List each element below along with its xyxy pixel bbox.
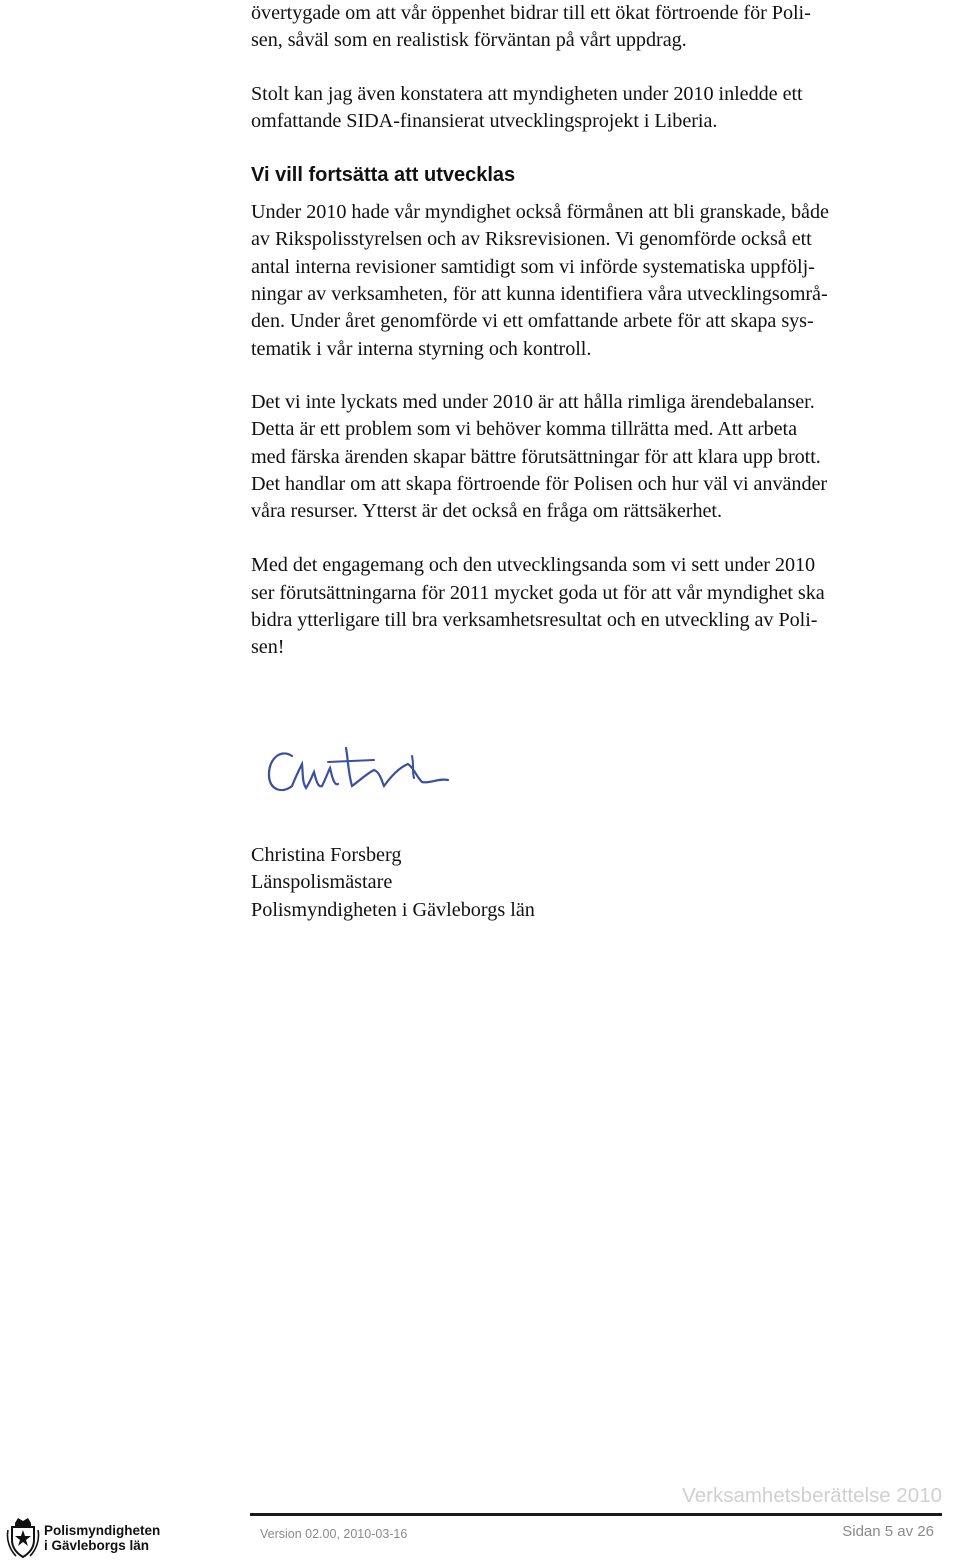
handwritten-signature [262,738,462,800]
document-body [251,0,941,662]
logo-line-2: i Gävleborgs län [44,1537,150,1553]
signer-block [251,842,535,924]
police-logo [6,1516,166,1560]
signer-title: Länspolismästare [251,871,393,894]
signer-name: Christina Forsberg [251,844,402,866]
section-heading: Vi vill fortsätta att utvecklas [251,164,516,187]
police-emblem-icon [6,1516,40,1560]
paragraph-reviews: Under 2010 hade vår myndighet också förmånen att bli granskade, både av Rikspolisstyrelsen och av Riksrevisionen. Vi genomförde också ett antal interna revisioner samtidigt som vi införde systematiska uppfölj- ningar av verksamheten, för att kunna identifiera våra utvecklingsområ- den. Under året genomförde vi ett omfattande arbete för att skapa sys- tematik i vår interna styrning och kontroll. [251,201,829,360]
paragraph-outlook: Med det engagemang och den utvecklingsanda som vi sett under 2010 ser förutsättningarna för 2011 mycket goda ut för att vår myndighet ska bidra ytterligare till bra verksamhetsresultat och en utveckling av Poli- sen! [251,554,825,659]
logo-wordmark [44,1524,160,1553]
paragraph-case-balances: Det vi inte lyckats med under 2010 är att hålla rimliga ärendebalanser. Detta är ett problem som vi behöver komma tillrätta med. Att arbeta med färska ärenden skapar bättre förutsättningar för att klara upp brott. Det handlar om att skapa förtroende för Polisen och hur väl vi använder våra resurser. Ytterst är det också en fråga om rättsäkerhet. [251,390,828,523]
footer-divider [250,1513,942,1516]
footer-page-number: Sidan 5 av 26 [842,1523,934,1540]
footer-version: Version 02.00, 2010-03-16 [260,1527,408,1541]
footer-report-title: Verksamhetsberättelse 2010 [682,1484,942,1507]
paragraph-liberia-project: Stolt kan jag även konstatera att myndigheten under 2010 inledde ett omfattande SIDA-finansierat utvecklingsprojekt i Liberia. [251,82,803,132]
paragraph-trust: övertygade om att vår öppenhet bidrar till ett ökat förtroende för Poli- sen, såväl som en realistisk förväntan på vårt uppdrag. [251,2,811,52]
signer-organization: Polismyndigheten i Gävleborgs län [251,898,535,921]
logo-line-1: Polismyndigheten [44,1523,161,1538]
